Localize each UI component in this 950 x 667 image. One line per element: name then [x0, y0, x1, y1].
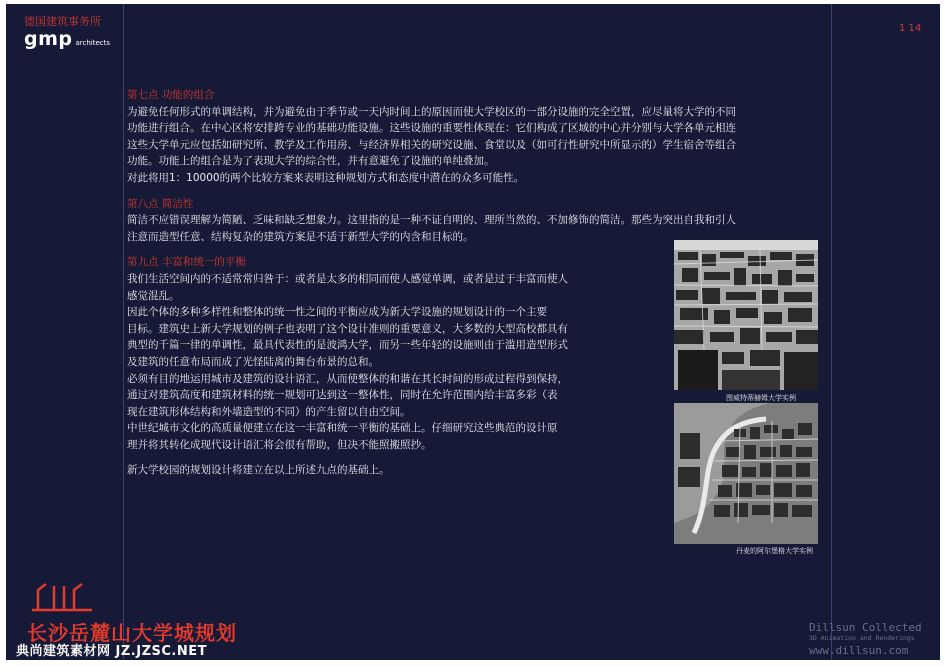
section-heading: 第八点 简洁性: [127, 197, 194, 210]
aerial-photo-campus: [674, 240, 818, 390]
paragraph-line: 典型的千篇一律的单调性，最具代表性的是波鸿大学，而另一些年轻的设施则由于滥用造型形式: [127, 339, 568, 352]
watermark-line: Dillsun Collected: [809, 621, 922, 634]
paragraph-line: 必须有目的地运用城市及建筑的设计语汇，从而使整体的和谐在其长时间的形成过程得到保持，: [127, 372, 568, 385]
paragraph-line: 功能进行组合。在中心区将安排跨专业的基础功能设施。这些设施的重要性体现在：它们构成了区域的中心并分别与大学各单元相连: [127, 122, 736, 135]
project-emblem-icon: [32, 582, 94, 616]
paragraph-line: 通过对建筑高度和建筑材料的统一规划可达到这一整体性，同时在允许范围内给丰富多彩（表: [127, 389, 558, 402]
paragraph-line: 感觉混乱。: [127, 289, 180, 302]
paragraph-line: 这些大学单元应包括如研究所、教学及工作用房、与经济界相关的研究设施、食堂以及（如可行性研究中所显示的）学生宿舍等组合: [127, 138, 736, 151]
left-rule: [123, 4, 124, 660]
paragraph-line: 我们生活空间内的不适常常归咎于：或者是太多的相同而使人感觉单调，或者是过于丰富而使人: [127, 272, 568, 285]
paragraph-line: 理并将其转化成现代设计语汇将会很有帮助，但决不能照搬照抄。: [127, 438, 432, 451]
paragraph-line: 功能。功能上的组合是为了表现大学的综合性，并有意避免了设施的单纯叠加。: [127, 155, 495, 168]
logo-sub: architects: [75, 39, 111, 47]
paragraph-line: 中世纪城市文化的高质量便建立在这一丰富和统一平衡的基础上。仔细研究这些典范的设计原: [127, 422, 558, 435]
paragraph-line: 注意而造型任意、结构复杂的建筑方案是不适于新型大学的内含和目标的。: [127, 230, 474, 243]
watermark-line: 3D Animation and Renderings: [809, 634, 915, 642]
watermark-left: 典尚建筑素材网 JZ.JZSC.NET: [16, 644, 207, 659]
page-number: 1 14: [899, 23, 922, 34]
watermark-line: www.dillsun.com: [809, 644, 909, 657]
section-heading: 第九点 丰富和统一的平衡: [127, 256, 246, 269]
office-name: 德国建筑事务所: [24, 15, 101, 28]
image-caption: 丹麦的阿尔堡格大学实例: [736, 547, 813, 555]
section-heading: 第七点 功能的组合: [127, 89, 215, 101]
document-page: [6, 4, 940, 660]
paragraph-line: 因此个体的多种多样性和整体的统一性之间的平衡应成为新大学设施的规划设计的一个主要: [127, 306, 547, 319]
right-rule: [831, 4, 832, 660]
paragraph-line: 现在建筑形体结构和外墙造型的不同）的产生留以自由空间。: [127, 405, 411, 418]
closing-line: 新大学校园的规划设计将建立在以上所述九点的基础上。: [127, 464, 390, 477]
paragraph-line: 及建筑的任意布局而成了光怪陆离的舞台布景的总和。: [127, 355, 379, 368]
paragraph-line: 目标。建筑史上新大学规划的例子也表明了这个设计准则的重要意义，大多数的大型高校都具有: [127, 322, 568, 335]
paragraph-line: 简洁不应错误理解为简陋、乏味和缺乏想象力。这里指的是一种不证自明的、理所当然的、不加修饰的简洁。那些为突出自我和引人: [127, 214, 736, 227]
image-caption: 图威特蒂赫姆大学实例: [726, 394, 796, 402]
logo-main: gmp: [24, 28, 73, 50]
aerial-photo-town: [674, 403, 818, 544]
paragraph-line: 为避免任何形式的单调结构，并为避免由于季节或一天内时间上的原因而使大学校区的一部分设施的完全空置，应尽量将大学的不同: [127, 105, 736, 118]
gmp-logo: [24, 28, 110, 50]
paragraph-line: 对此将用1：10000的两个比较方案来表明这种规划方式和态度中潜在的众多可能性。: [127, 171, 525, 184]
watermark-right: [809, 621, 922, 657]
project-title: 长沙岳麓山大学城规划: [27, 621, 237, 645]
